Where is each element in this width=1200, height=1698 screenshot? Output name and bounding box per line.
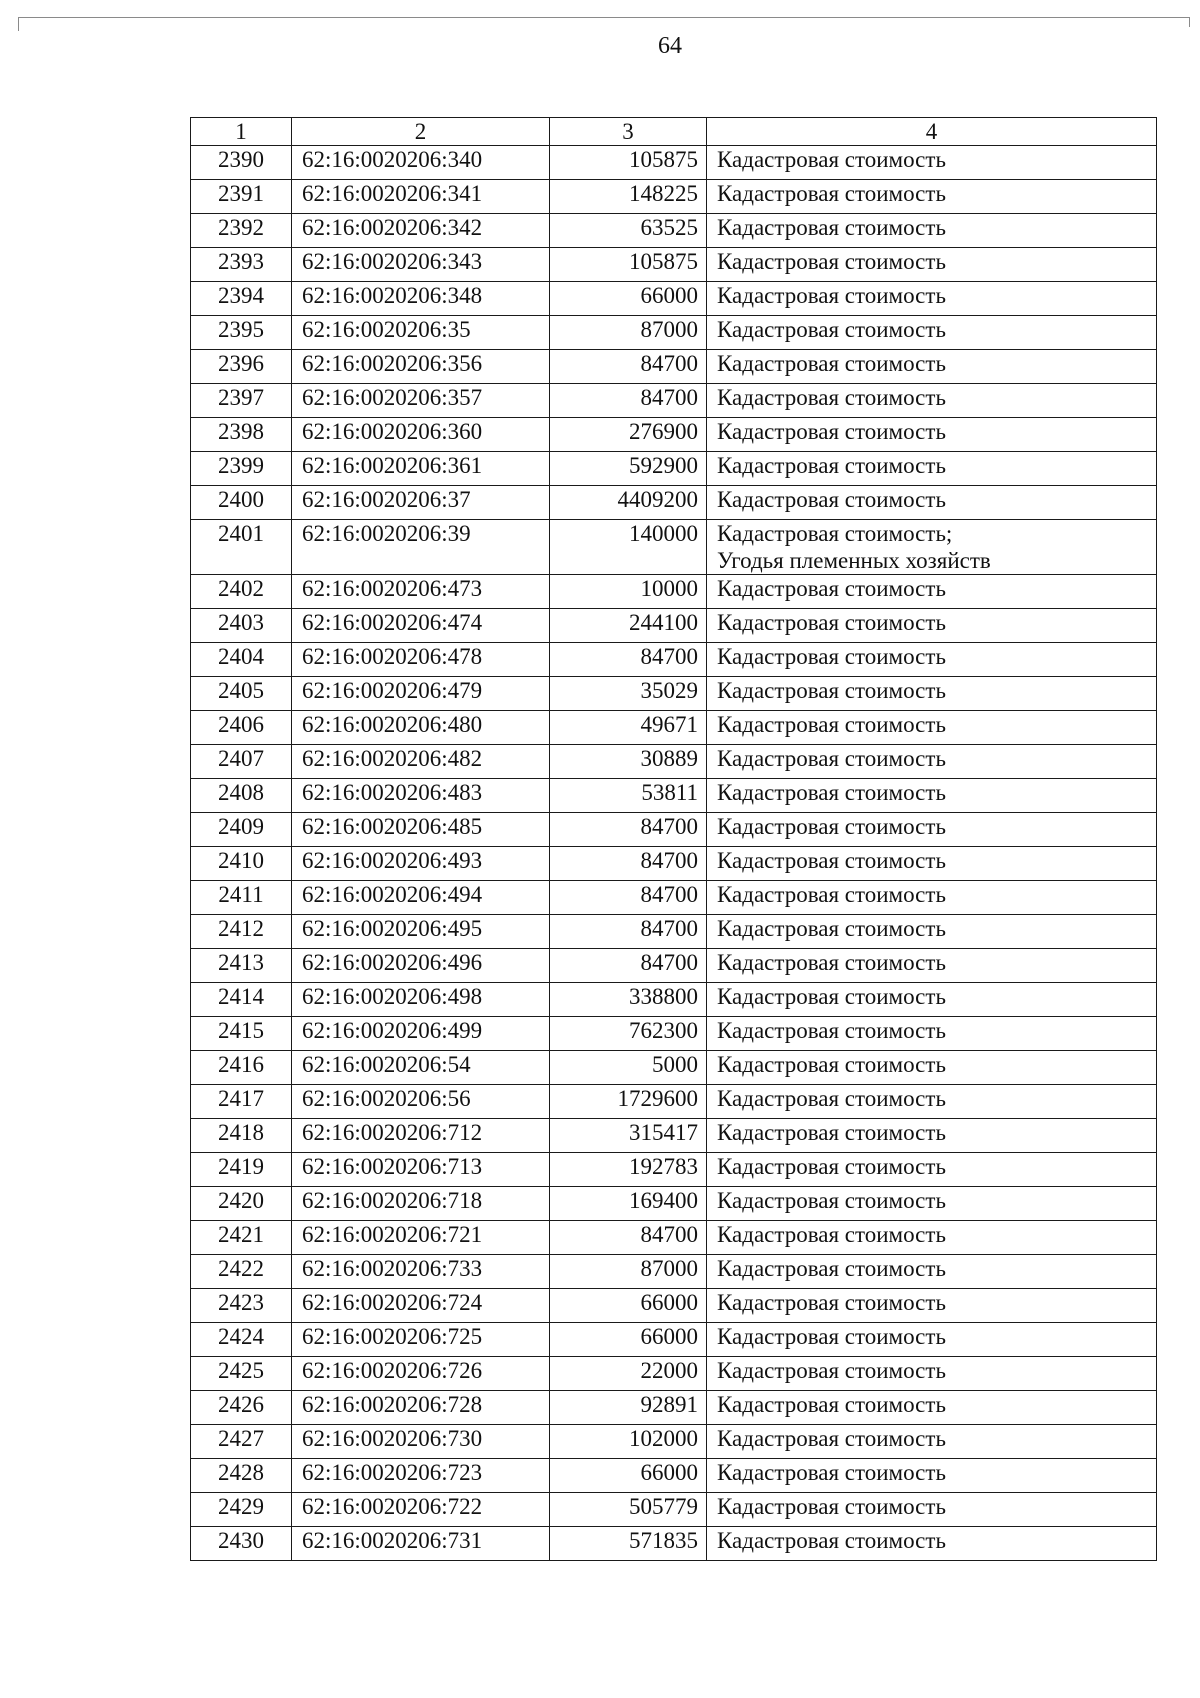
- note-cell: [707, 1221, 1157, 1255]
- top-rule: [18, 17, 1190, 18]
- note-cell: [707, 520, 1157, 575]
- cost-value: 338800: [550, 983, 707, 1017]
- cadastral-number: 62:16:0020206:722: [292, 1493, 550, 1527]
- cost-value: 140000: [550, 520, 707, 575]
- note-line: Кадастровая стоимость: [717, 576, 946, 601]
- table-row: [191, 418, 1157, 452]
- cost-value: 66000: [550, 1459, 707, 1493]
- cost-value: 84700: [550, 643, 707, 677]
- table-row: [191, 146, 1157, 180]
- row-number: 2401: [191, 520, 292, 575]
- table-row: [191, 180, 1157, 214]
- row-number: 2430: [191, 1527, 292, 1561]
- cadastral-number: 62:16:0020206:718: [292, 1187, 550, 1221]
- cadastral-number: 62:16:0020206:723: [292, 1459, 550, 1493]
- cadastral-number: 62:16:0020206:724: [292, 1289, 550, 1323]
- row-number: 2429: [191, 1493, 292, 1527]
- note-cell: [707, 643, 1157, 677]
- table-row: [191, 915, 1157, 949]
- note-line: Кадастровая стоимость;: [717, 521, 953, 546]
- row-number: 2391: [191, 180, 292, 214]
- cost-value: 87000: [550, 1255, 707, 1289]
- table-row: [191, 1255, 1157, 1289]
- note-cell: [707, 677, 1157, 711]
- note-line: Кадастровая стоимость: [717, 419, 946, 444]
- table-row: [191, 1017, 1157, 1051]
- row-number: 2409: [191, 813, 292, 847]
- note-line: Кадастровая стоимость: [717, 1256, 946, 1281]
- note-cell: [707, 1357, 1157, 1391]
- note-line: Кадастровая стоимость: [717, 453, 946, 478]
- cadastral-number: 62:16:0020206:483: [292, 779, 550, 813]
- cost-value: 10000: [550, 575, 707, 609]
- cost-value: 5000: [550, 1051, 707, 1085]
- note-cell: [707, 575, 1157, 609]
- note-cell: [707, 1255, 1157, 1289]
- cost-value: 1729600: [550, 1085, 707, 1119]
- note-cell: [707, 146, 1157, 180]
- column-header-4: 4: [707, 118, 1157, 146]
- note-cell: [707, 847, 1157, 881]
- cadastral-number: 62:16:0020206:54: [292, 1051, 550, 1085]
- cadastral-number: 62:16:0020206:494: [292, 881, 550, 915]
- cadastral-number: 62:16:0020206:35: [292, 316, 550, 350]
- note-line: Кадастровая стоимость: [717, 1018, 946, 1043]
- table-row: [191, 1221, 1157, 1255]
- table-row: [191, 1493, 1157, 1527]
- note-line: Кадастровая стоимость: [717, 610, 946, 635]
- note-line: Кадастровая стоимость: [717, 317, 946, 342]
- row-number: 2397: [191, 384, 292, 418]
- table-row: [191, 1527, 1157, 1561]
- cost-value: 84700: [550, 384, 707, 418]
- cadastral-number: 62:16:0020206:728: [292, 1391, 550, 1425]
- cadastral-number: 62:16:0020206:341: [292, 180, 550, 214]
- cost-value: 571835: [550, 1527, 707, 1561]
- column-header-3: 3: [550, 118, 707, 146]
- cadastral-number: 62:16:0020206:733: [292, 1255, 550, 1289]
- note-cell: [707, 316, 1157, 350]
- note-line: Кадастровая стоимость: [717, 1120, 946, 1145]
- cadastral-number: 62:16:0020206:37: [292, 486, 550, 520]
- table-row: [191, 609, 1157, 643]
- table-row: [191, 1187, 1157, 1221]
- note-line: Кадастровая стоимость: [717, 1154, 946, 1179]
- row-number: 2427: [191, 1425, 292, 1459]
- note-line: Кадастровая стоимость: [717, 1052, 946, 1077]
- row-number: 2406: [191, 711, 292, 745]
- cost-value: 505779: [550, 1493, 707, 1527]
- cadastral-number: 62:16:0020206:473: [292, 575, 550, 609]
- note-cell: [707, 1493, 1157, 1527]
- table-row: [191, 983, 1157, 1017]
- note-cell: [707, 486, 1157, 520]
- table-row: [191, 384, 1157, 418]
- top-rule-left-tick: [18, 17, 19, 31]
- row-number: 2418: [191, 1119, 292, 1153]
- note-line: Кадастровая стоимость: [717, 1392, 946, 1417]
- note-cell: [707, 350, 1157, 384]
- cost-value: 84700: [550, 350, 707, 384]
- cost-value: 192783: [550, 1153, 707, 1187]
- cost-value: 102000: [550, 1425, 707, 1459]
- note-line: Кадастровая стоимость: [717, 780, 946, 805]
- table-row: [191, 248, 1157, 282]
- table-row: [191, 677, 1157, 711]
- table-row: [191, 813, 1157, 847]
- note-cell: [707, 915, 1157, 949]
- cost-value: 105875: [550, 146, 707, 180]
- column-header-1: 1: [191, 118, 292, 146]
- note-line: Кадастровая стоимость: [717, 1324, 946, 1349]
- cadastral-number: 62:16:0020206:478: [292, 643, 550, 677]
- cadastral-number: 62:16:0020206:731: [292, 1527, 550, 1561]
- cost-value: 105875: [550, 248, 707, 282]
- cost-value: 276900: [550, 418, 707, 452]
- cadastral-number: 62:16:0020206:480: [292, 711, 550, 745]
- cadastral-number: 62:16:0020206:356: [292, 350, 550, 384]
- row-number: 2407: [191, 745, 292, 779]
- cadastral-number: 62:16:0020206:343: [292, 248, 550, 282]
- note-cell: [707, 1085, 1157, 1119]
- row-number: 2396: [191, 350, 292, 384]
- table-row: [191, 1391, 1157, 1425]
- header-row: [191, 118, 1157, 146]
- note-line: Угодья племенных хозяйств: [717, 548, 991, 573]
- note-cell: [707, 813, 1157, 847]
- note-cell: [707, 1527, 1157, 1561]
- cost-value: 92891: [550, 1391, 707, 1425]
- table-row: [191, 214, 1157, 248]
- table-row: [191, 486, 1157, 520]
- table-row: [191, 779, 1157, 813]
- cadastral-number: 62:16:0020206:726: [292, 1357, 550, 1391]
- note-cell: [707, 711, 1157, 745]
- table-row: [191, 350, 1157, 384]
- table-row: [191, 745, 1157, 779]
- row-number: 2410: [191, 847, 292, 881]
- row-number: 2416: [191, 1051, 292, 1085]
- cadastral-number: 62:16:0020206:496: [292, 949, 550, 983]
- row-number: 2395: [191, 316, 292, 350]
- row-number: 2424: [191, 1323, 292, 1357]
- row-number: 2405: [191, 677, 292, 711]
- row-number: 2422: [191, 1255, 292, 1289]
- note-line: Кадастровая стоимость: [717, 1460, 946, 1485]
- note-cell: [707, 609, 1157, 643]
- top-rule-right-tick: [1189, 17, 1190, 27]
- row-number: 2414: [191, 983, 292, 1017]
- table-row: [191, 1357, 1157, 1391]
- cost-value: 84700: [550, 881, 707, 915]
- note-cell: [707, 1289, 1157, 1323]
- note-line: Кадастровая стоимость: [717, 916, 946, 941]
- table-row: [191, 1153, 1157, 1187]
- row-number: 2412: [191, 915, 292, 949]
- note-line: Кадастровая стоимость: [717, 1426, 946, 1451]
- note-line: Кадастровая стоимость: [717, 984, 946, 1009]
- table-row: [191, 949, 1157, 983]
- cost-value: 244100: [550, 609, 707, 643]
- table-row: [191, 1119, 1157, 1153]
- row-number: 2419: [191, 1153, 292, 1187]
- note-cell: [707, 1051, 1157, 1085]
- note-cell: [707, 452, 1157, 486]
- table-row: [191, 1425, 1157, 1459]
- note-cell: [707, 384, 1157, 418]
- cadastral-number: 62:16:0020206:725: [292, 1323, 550, 1357]
- cadastral-number: 62:16:0020206:479: [292, 677, 550, 711]
- row-number: 2426: [191, 1391, 292, 1425]
- row-number: 2402: [191, 575, 292, 609]
- note-line: Кадастровая стоимость: [717, 644, 946, 669]
- cadastral-number: 62:16:0020206:499: [292, 1017, 550, 1051]
- cost-value: 53811: [550, 779, 707, 813]
- cadastral-number: 62:16:0020206:721: [292, 1221, 550, 1255]
- table-row: [191, 1289, 1157, 1323]
- table-row: [191, 575, 1157, 609]
- note-cell: [707, 1153, 1157, 1187]
- note-line: Кадастровая стоимость: [717, 1188, 946, 1213]
- cadastral-number: 62:16:0020206:361: [292, 452, 550, 486]
- note-line: Кадастровая стоимость: [717, 487, 946, 512]
- table-row: [191, 1323, 1157, 1357]
- note-line: Кадастровая стоимость: [717, 712, 946, 737]
- note-line: Кадастровая стоимость: [717, 1494, 946, 1519]
- cost-value: 84700: [550, 949, 707, 983]
- row-number: 2411: [191, 881, 292, 915]
- note-line: Кадастровая стоимость: [717, 1086, 946, 1111]
- table-row: [191, 643, 1157, 677]
- note-line: Кадастровая стоимость: [717, 1222, 946, 1247]
- cadastral-number: 62:16:0020206:498: [292, 983, 550, 1017]
- note-cell: [707, 1391, 1157, 1425]
- cost-value: 63525: [550, 214, 707, 248]
- table-row: [191, 711, 1157, 745]
- column-header-2: 2: [292, 118, 550, 146]
- note-cell: [707, 418, 1157, 452]
- note-cell: [707, 949, 1157, 983]
- table-row: [191, 847, 1157, 881]
- note-cell: [707, 1425, 1157, 1459]
- cost-value: 4409200: [550, 486, 707, 520]
- cadastral-number: 62:16:0020206:342: [292, 214, 550, 248]
- cost-value: 49671: [550, 711, 707, 745]
- row-number: 2408: [191, 779, 292, 813]
- cadastral-number: 62:16:0020206:495: [292, 915, 550, 949]
- cadastral-number: 62:16:0020206:39: [292, 520, 550, 575]
- row-number: 2421: [191, 1221, 292, 1255]
- note-line: Кадастровая стоимость: [717, 950, 946, 975]
- note-cell: [707, 214, 1157, 248]
- cost-value: 762300: [550, 1017, 707, 1051]
- cadastral-number: 62:16:0020206:712: [292, 1119, 550, 1153]
- table-row: [191, 881, 1157, 915]
- note-line: Кадастровая стоимость: [717, 1290, 946, 1315]
- table-row: [191, 282, 1157, 316]
- row-number: 2420: [191, 1187, 292, 1221]
- row-number: 2390: [191, 146, 292, 180]
- cadastral-number: 62:16:0020206:340: [292, 146, 550, 180]
- cost-value: 84700: [550, 813, 707, 847]
- cost-value: 22000: [550, 1357, 707, 1391]
- row-number: 2393: [191, 248, 292, 282]
- note-line: Кадастровая стоимость: [717, 678, 946, 703]
- cost-value: 66000: [550, 1323, 707, 1357]
- cost-value: 66000: [550, 282, 707, 316]
- page-number: 64: [658, 33, 682, 59]
- cost-value: 148225: [550, 180, 707, 214]
- cadastral-number: 62:16:0020206:713: [292, 1153, 550, 1187]
- note-cell: [707, 1187, 1157, 1221]
- cost-value: 87000: [550, 316, 707, 350]
- note-cell: [707, 1323, 1157, 1357]
- note-cell: [707, 1119, 1157, 1153]
- cadastral-number: 62:16:0020206:493: [292, 847, 550, 881]
- row-number: 2415: [191, 1017, 292, 1051]
- note-line: Кадастровая стоимость: [717, 351, 946, 376]
- cost-value: 84700: [550, 915, 707, 949]
- table-row: [191, 1051, 1157, 1085]
- note-cell: [707, 1017, 1157, 1051]
- table-row: [191, 452, 1157, 486]
- row-number: 2423: [191, 1289, 292, 1323]
- cost-value: 84700: [550, 847, 707, 881]
- cost-value: 66000: [550, 1289, 707, 1323]
- note-line: Кадастровая стоимость: [717, 848, 946, 873]
- note-cell: [707, 983, 1157, 1017]
- note-line: Кадастровая стоимость: [717, 147, 946, 172]
- page-number-container: [0, 33, 1200, 60]
- cost-value: 84700: [550, 1221, 707, 1255]
- note-cell: [707, 745, 1157, 779]
- note-line: Кадастровая стоимость: [717, 814, 946, 839]
- cadastral-table: [190, 117, 1157, 1561]
- note-line: Кадастровая стоимость: [717, 1528, 946, 1553]
- table-body: [191, 146, 1157, 1561]
- row-number: 2400: [191, 486, 292, 520]
- row-number: 2428: [191, 1459, 292, 1493]
- note-cell: [707, 779, 1157, 813]
- note-line: Кадастровая стоимость: [717, 249, 946, 274]
- note-line: Кадастровая стоимость: [717, 385, 946, 410]
- cadastral-number: 62:16:0020206:482: [292, 745, 550, 779]
- note-cell: [707, 881, 1157, 915]
- row-number: 2399: [191, 452, 292, 486]
- row-number: 2404: [191, 643, 292, 677]
- cost-value: 35029: [550, 677, 707, 711]
- cost-value: 592900: [550, 452, 707, 486]
- row-number: 2392: [191, 214, 292, 248]
- row-number: 2394: [191, 282, 292, 316]
- note-line: Кадастровая стоимость: [717, 1358, 946, 1383]
- cost-value: 169400: [550, 1187, 707, 1221]
- row-number: 2398: [191, 418, 292, 452]
- table-row: [191, 1459, 1157, 1493]
- cost-value: 315417: [550, 1119, 707, 1153]
- cadastral-number: 62:16:0020206:474: [292, 609, 550, 643]
- note-line: Кадастровая стоимость: [717, 181, 946, 206]
- row-number: 2413: [191, 949, 292, 983]
- note-line: Кадастровая стоимость: [717, 215, 946, 240]
- table-row: [191, 520, 1157, 575]
- row-number: 2417: [191, 1085, 292, 1119]
- note-line: Кадастровая стоимость: [717, 882, 946, 907]
- note-cell: [707, 1459, 1157, 1493]
- cadastral-number: 62:16:0020206:348: [292, 282, 550, 316]
- note-cell: [707, 180, 1157, 214]
- note-line: Кадастровая стоимость: [717, 283, 946, 308]
- cadastral-number: 62:16:0020206:357: [292, 384, 550, 418]
- cadastral-number: 62:16:0020206:485: [292, 813, 550, 847]
- cadastral-number: 62:16:0020206:56: [292, 1085, 550, 1119]
- table-row: [191, 1085, 1157, 1119]
- cadastral-number: 62:16:0020206:730: [292, 1425, 550, 1459]
- note-cell: [707, 282, 1157, 316]
- cadastral-number: 62:16:0020206:360: [292, 418, 550, 452]
- row-number: 2403: [191, 609, 292, 643]
- row-number: 2425: [191, 1357, 292, 1391]
- note-line: Кадастровая стоимость: [717, 746, 946, 771]
- table-row: [191, 316, 1157, 350]
- note-cell: [707, 248, 1157, 282]
- cost-value: 30889: [550, 745, 707, 779]
